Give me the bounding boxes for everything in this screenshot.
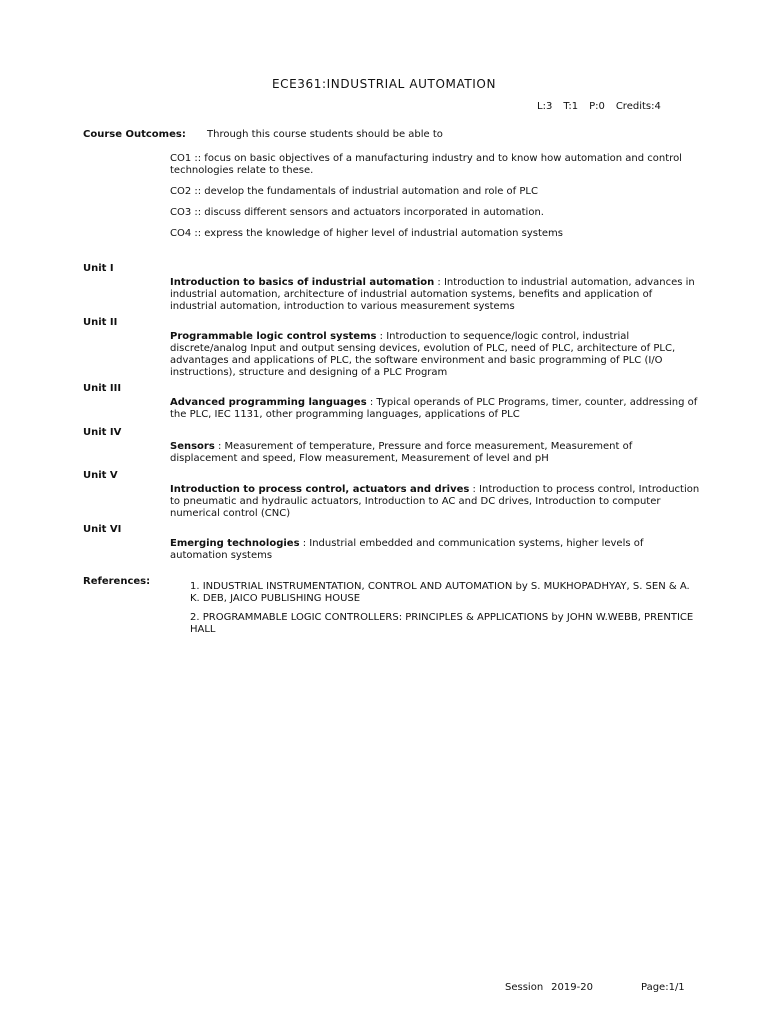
lecture-hours: L:3 [537,101,553,112]
page-number: Page:1/1 [641,982,685,993]
session-label: Session [505,982,544,993]
credit-structure [537,101,672,113]
unit-label: Unit IV [83,427,122,438]
unit-heading: Sensors [170,441,215,452]
unit-text: : Measurement of temperature, Pressure and force measurement, Measurement of displacement and speed, Flow measurement, Measurement of level and pH [170,441,633,464]
references-list [190,581,700,643]
unit-text: : Typical operands of PLC Programs, timer, counter, addressing of the PLC, IEC 1131, other programming languages, applications of PLC [170,397,698,420]
unit-description [170,538,702,562]
course-outcome-item: CO4 :: express the knowledge of higher level of industrial automation systems [170,228,563,239]
unit-heading: Programmable logic control systems [170,331,377,342]
unit-label: Unit I [83,263,114,274]
session-value: 2019-20 [551,982,593,993]
unit-text: : Introduction to process control, Introduction to pneumatic and hydraulic actuators, Introduction to AC and DC drives, Introduction to computer numerical control (CNC) [170,484,700,519]
course-outcome-item: CO3 :: discuss different sensors and actuators incorporated in automation. [170,207,544,218]
course-title: ECE361:INDUSTRIAL AUTOMATION [271,77,497,91]
unit-description [170,484,702,520]
unit-label: Unit II [83,317,118,328]
unit-label: Unit V [83,470,118,481]
unit-description [170,397,702,421]
course-outcome-item: CO1 :: focus on basic objectives of a manufacturing industry and to know how automation and control technologies relate to these. [170,153,682,176]
unit-description [170,277,702,313]
unit-label: Unit III [83,383,122,394]
session-info [505,982,593,994]
unit-heading: Advanced programming languages [170,397,367,408]
reference-item: 1. INDUSTRIAL INSTRUMENTATION, CONTROL AND AUTOMATION by S. MUKHOPADHYAY, S. SEN & A. K. DEB, JAICO PUBLISHING HOUSE [190,581,690,604]
unit-heading: Emerging technologies [170,538,300,549]
reference-item: 2. PROGRAMMABLE LOGIC CONTROLLERS: PRINCIPLES & APPLICATIONS by JOHN W.WEBB, PRENTICE HALL [190,612,694,635]
course-outcomes-label: Course Outcomes: [83,129,186,140]
unit-heading: Introduction to basics of industrial automation [170,277,435,288]
unit-text: : Introduction to industrial automation, advances in industrial automation, architecture of industrial automation systems, benefits and application of industrial automation, introduction to various measurement systems [170,277,695,312]
course-outcome-item: CO2 :: develop the fundamentals of industrial automation and role of PLC [170,186,538,197]
unit-heading: Introduction to process control, actuators and drives [170,484,470,495]
unit-label: Unit VI [83,524,122,535]
credits-value: Credits:4 [615,101,661,112]
references-label: References: [83,576,151,587]
course-outcomes-intro: Through this course students should be able to [207,129,443,140]
practical-hours: P:0 [589,101,605,112]
unit-text: : Industrial embedded and communication systems, higher levels of automation systems [170,538,644,561]
tutorial-hours: T:1 [563,101,579,112]
unit-text: : Introduction to sequence/logic control, industrial discrete/analog Input and output sensing devices, evolution of PLC, need of PLC, architecture of PLC, advantages and applications of PLC, the software environment and basic programming of PLC (I/O instructions), structure and designing of a PLC Program [170,331,676,378]
unit-description [170,441,702,465]
unit-description [170,331,702,379]
course-outcomes-list [170,153,690,249]
